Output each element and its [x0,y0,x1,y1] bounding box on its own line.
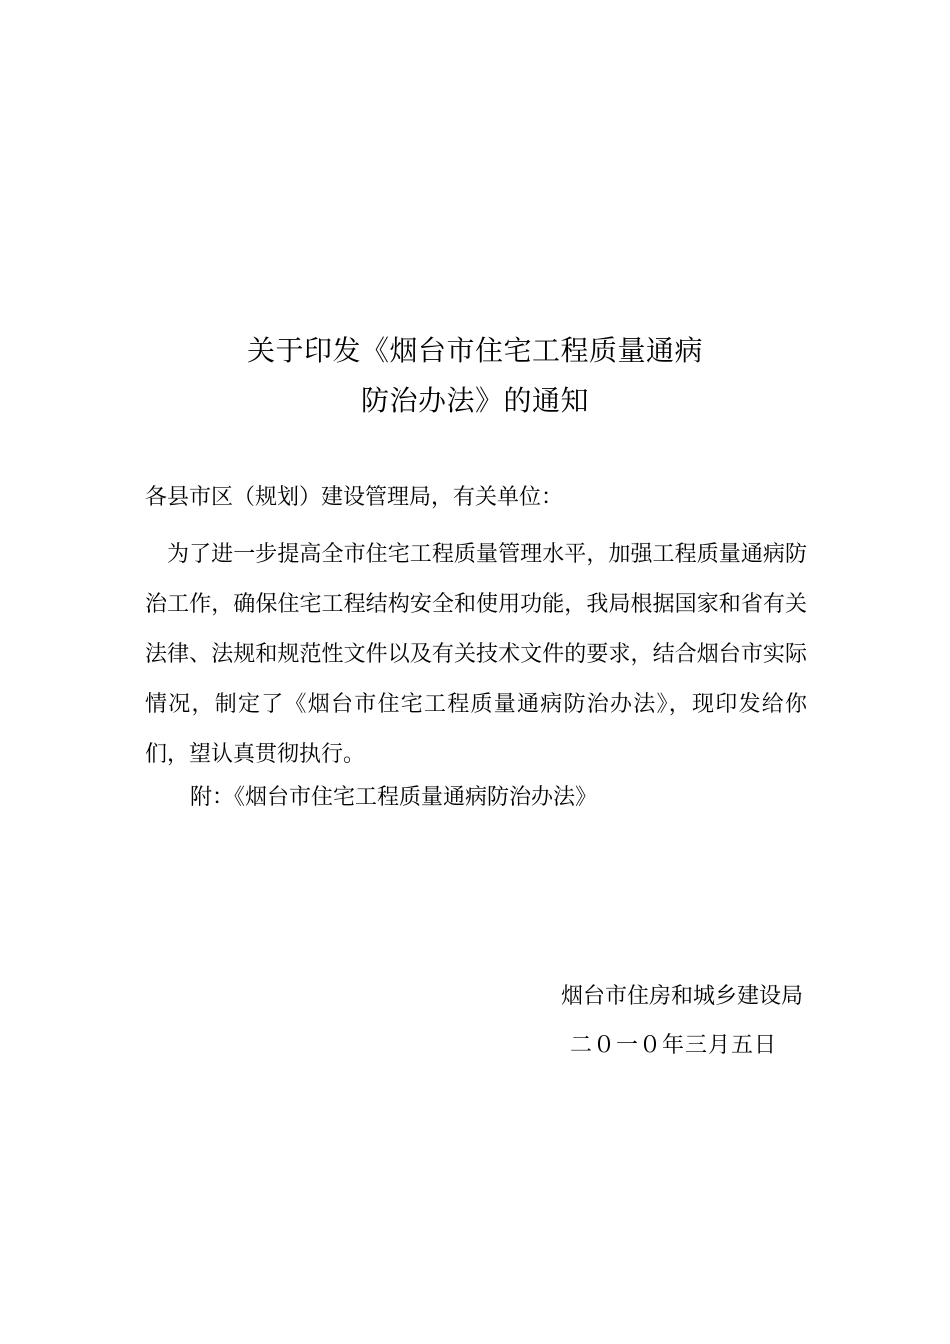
document-title-line-1: 关于印发《烟台市住宅工程质量通病 [246,334,703,367]
issue-date: 二０一０年三月五日 [569,1033,777,1058]
salutation: 各县市区（规划）建设管理局，有关单位： [145,485,564,510]
document-title-line-2: 防治办法》的通知 [360,384,589,417]
body-paragraph: 为了进一步提高全市住宅工程质量管理水平，加强工程质量通病防治工作，确保住宅工程结构安全和使用功能，我局根据国家和省有关法律、法规和规范性文件以及有关技术文件的要求，结合烟台市实际情况，制定了《烟台市住宅工程质量通病防治办法》，现印发给你们，望认真贯彻执行。 [145,542,807,767]
issuer-name: 烟台市住房和城乡建设局 [560,984,803,1009]
attachment-note: 附：《烟台市住宅工程质量通病防治办法》 [190,785,598,810]
